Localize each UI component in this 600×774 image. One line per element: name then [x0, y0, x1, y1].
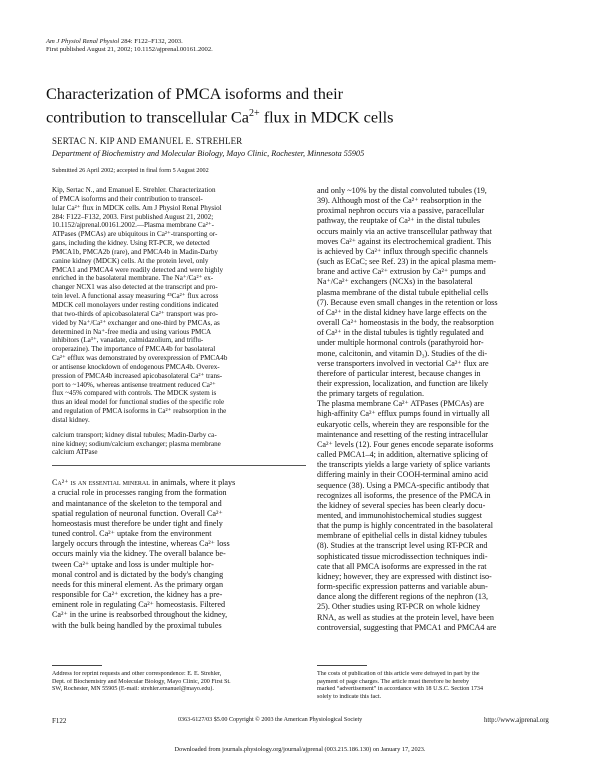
right-column-line: verse transporters involved in vectorial Ca²⁺ flux are	[317, 358, 489, 368]
abstract-line: flux ~45% compared with controls. The MDCK system is	[52, 389, 217, 398]
right-column-line: the transcripts yields a large variety of splice variants	[317, 460, 491, 470]
right-column-line: RNA, as well as studies at the protein level, have been	[317, 612, 494, 622]
right-column-line: (8). Studies at the transcript level using RT-PCR and	[317, 541, 488, 551]
abstract-line: pression of PMCA4b increased apicobasolateral Ca²⁺ trans-	[52, 371, 223, 380]
journal-citation	[46, 38, 213, 55]
keywords-line: calcium ATPase	[52, 448, 98, 457]
journal-url-link[interactable]: http://www.ajprenal.org	[484, 717, 549, 724]
footnote-line: The costs of publication of this article were defrayed in part by the	[317, 671, 480, 677]
keywords-line: calcium transport; kidney distal tubules; Madin-Darby ca-	[52, 430, 217, 439]
left-column	[52, 186, 306, 631]
intro-first-rest: in animals, where it plays	[149, 478, 236, 488]
abstract-line: inhibitors (La³⁺, vanadate, calmidazolium, and triflu-	[52, 336, 204, 345]
right-column-line: kidney; however, they are expressed with distinct iso-	[317, 571, 492, 581]
right-column-line: plasma membrane of the distal tubule epithelial cells	[317, 287, 489, 297]
right-column-line: brane and active Ca²⁺ extrusion by Ca²⁺ pumps and	[317, 267, 486, 277]
right-column-line: Na⁺/Ca²⁺ exchangers (NCXs) in the basolateral	[317, 277, 473, 287]
abstract-line: 10.1152/ajprenal.00161.2002.—Plasma membrane Ca²⁺-	[52, 221, 215, 230]
right-column-line: the primary targets of regulation.	[317, 389, 425, 399]
right-column-line: differing mainly in their COOH-terminal amino acid	[317, 470, 488, 480]
right-column	[317, 186, 571, 633]
right-column-line: membrane of epithelial cells in distal kidney tubules	[317, 531, 487, 541]
right-column-line: is achieved by Ca²⁺ influx through specific channels	[317, 246, 488, 256]
footnote-correspondence	[52, 671, 306, 694]
right-column-line: 25). Other studies using RT-PCR on whole kidney	[317, 602, 481, 612]
intro-line: with the bulk being handled by the proximal tubules	[52, 620, 222, 630]
right-column-line: that the pump is highly concentrated in the basolateral	[317, 521, 493, 531]
right-column-line: of Ca²⁺ in the distal tubules is tightly regulated and	[317, 328, 484, 338]
abstract-line: MDCK cell monolayers under resting conditions indicated	[52, 300, 219, 309]
abstract-line: oroperazine). The importance of PMCA4b for basolateral	[52, 345, 216, 354]
right-column-line: mone, calcitonin, and vitamin D₃). Studies of the di-	[317, 348, 488, 358]
introduction-left	[52, 478, 306, 630]
title-line-2-post: flux in MDCK cells	[259, 107, 394, 127]
abstract-line: enriched in the basolateral membrane. The Na⁺/Ca²⁺ ex-	[52, 274, 214, 283]
right-column-line: called PMCA1–4; in addition, alternative splicing of	[317, 450, 488, 460]
intro-line: homeostasis must therefore be under tight and finely	[52, 518, 223, 528]
footnote-line: payment of page charges. The article must therefore be hereby	[317, 678, 470, 685]
right-column-line: The plasma membrane Ca²⁺ ATPases (PMCAs) are	[317, 399, 484, 409]
abstract-line: and regulation of PMCA isoforms in Ca²⁺ reabsorption in the	[52, 407, 227, 416]
intro-line: occurs mainly via the kidney. The overall balance be-	[52, 549, 226, 559]
right-column-line: pathway, the reuptake of Ca²⁺ in the distal tubules	[317, 216, 481, 226]
right-column-line: moves Ca²⁺ against its electrochemical gradient. This	[317, 236, 492, 246]
abstract-line: changer NCX1 was also detected at the transcript and pro-	[52, 283, 218, 292]
intro-line: a crucial role in processes ranging from the formation	[52, 488, 227, 498]
right-column-line: of Ca²⁺ in the distal kidney have large effects on the	[317, 307, 487, 317]
intro-first-line	[52, 478, 306, 488]
abstract-line: thus an ideal model for functional studies of the specific role	[52, 398, 225, 407]
download-notice: Downloaded from journals.physiology.org/journal/ajprenal (003.215.186.130) on January 17, 2023.	[174, 746, 426, 753]
abstract-line: of PMCA isoforms and their contribution to transcel-	[52, 194, 203, 203]
abstract-line: canine kidney (MDCK) cells. At the protein level, only	[52, 256, 209, 265]
footnote-line: Address for reprint requests and other correspondence: E. E. Strehler,	[52, 671, 222, 677]
authors: SERTAC N. KIP AND EMANUEL E. STREHLER	[52, 136, 243, 146]
title-line-2-pre: contribution to transcellular Ca	[46, 107, 250, 127]
footnote-divider-left	[52, 665, 102, 666]
abstract	[52, 186, 306, 425]
intro-line: largely occurs through the intestine, whereas Ca²⁺ loss	[52, 539, 230, 549]
right-column-line: eukaryotic cells, wherein they are responsible for the	[317, 419, 489, 429]
abstract-line: gans, including the kidney. Using RT-PCR, we detected	[52, 239, 210, 248]
right-column-line: form-specific expression patterns and variable abun-	[317, 582, 488, 592]
abstract-line: that two-thirds of apicobasolateral Ca²⁺ transport was pro-	[52, 309, 219, 318]
citation: 284: F122–F132, 2003.	[120, 38, 183, 45]
abstract-line: distal kidney.	[52, 415, 90, 424]
right-column-line: therefore of particular interest, because changes in	[317, 368, 481, 378]
abstract-line: PMCA1 and PMCA4 were readily detected and were highly	[52, 265, 223, 274]
right-column-line: and only ~10% by the distal convoluted tubules (19,	[317, 186, 487, 195]
copyright-line: 0363-6127/03 $5.00 Copyright © 2003 the American Physiological Society	[178, 717, 363, 723]
abstract-line: 284: F122–F132, 2003. First published August 21, 2002;	[52, 212, 214, 221]
abstract-line: Ca²⁺ efflux was demonstrated by overexpression of PMCA4b	[52, 354, 228, 363]
footnote-divider-right	[317, 665, 367, 666]
keywords-line: nine kidney; sodium/calcium exchanger; plasma membrane	[52, 439, 221, 448]
intro-line: responsible for Ca²⁺ excretion, the kidney has a pre-	[52, 590, 223, 600]
right-column-line: under multiple hormonal controls (parathyroid hor-	[317, 338, 484, 348]
right-column-line: sophisticated tissue microdissection techniques indi-	[317, 551, 488, 561]
right-column-line: controversial, suggesting that PMCA1 and PMCA4 are	[317, 622, 497, 632]
right-column-line: mented, and immunohistochemical studies suggest	[317, 511, 482, 520]
right-column-line: Ca²⁺ levels (12). Four genes encode separate isoforms	[317, 439, 494, 449]
abstract-line: PMCA1b, PMCA2b (rare), and PMCA4b in Madin-Darby	[52, 247, 218, 256]
intro-line: tween Ca²⁺ uptake and loss is under multiple hor-	[52, 559, 214, 569]
abstract-line: Kip, Sertac N., and Emanuel E. Strehler. Characterization	[52, 186, 216, 194]
right-column-line: 39). Although most of the Ca²⁺ reabsorption in the	[317, 196, 482, 206]
right-column-line: sequence (38). Using a PMCA-specific antibody that	[317, 480, 490, 490]
intro-line: tuned control. Ca²⁺ uptake from the environment	[52, 529, 212, 539]
intro-line: spatial regulation of neuronal function. Overall Ca²⁺	[52, 508, 223, 518]
abstract-line: port to ~140%, whereas antisense treatment reduced Ca²⁺	[52, 380, 216, 389]
abstract-line: tein level. A functional assay measuring ⁴⁵Ca²⁺ flux across	[52, 292, 219, 301]
footnote-publication-costs	[317, 671, 571, 701]
submission-dates: Submitted 26 April 2002; accepted in final form 5 August 2002	[52, 167, 209, 174]
abstract-line: lular Ca²⁺ flux in MDCK cells. Am J Physiol Renal Physiol	[52, 203, 222, 212]
right-column-line: cate that all PMCA isoforms are expressed in the rat	[317, 561, 487, 571]
footnote-line: Dept. of Biochemistry and Molecular Biology, Mayo Clinic, 200 First St.	[52, 678, 231, 685]
right-column-line: their expression, localization, and function are likely	[317, 378, 489, 388]
right-column-line: maintenance and resetting of the resting intracellular	[317, 429, 489, 439]
abstract-line: or antisense knockdown of endogenous PMCA4b. Overex-	[52, 362, 220, 371]
right-column-line: (such as ECaC; see Ref. 23) in the apical plasma mem-	[317, 257, 496, 267]
right-column-line: dance along the different regions of the nephron (13,	[317, 592, 489, 602]
journal-name: Am J Physiol Renal Physiol	[46, 38, 120, 45]
right-column-line: occurs mainly via an active transcellular pathway that	[317, 226, 492, 236]
abstract-line: vided by Na⁺/Ca²⁺ exchanger and one-third by PMCAs, as	[52, 318, 220, 327]
abstract-line: determined in Na⁺-free media and using various PMCA	[52, 327, 212, 336]
right-column-line: the kidney of several species has been clearly docu-	[317, 500, 486, 510]
right-column-line: (7). Because even small changes in the retention or loss	[317, 297, 498, 307]
footnote-line: solely to indicate this fact.	[317, 693, 382, 700]
published-note: First published August 21, 2002; 10.1152/ajprenal.00161.2002.	[46, 46, 213, 54]
intro-line: and maintanance of the skeleton to the temporal and	[52, 498, 222, 508]
right-column-line: proximal nephron occurs via a passive, paracellular	[317, 206, 485, 216]
title-superscript: 2+	[249, 108, 260, 119]
footnote-line: marked “advertisement” in accordance with 18 U.S.C. Section 1734	[317, 686, 484, 693]
keywords-divider	[52, 465, 306, 466]
title-line-1: Characterization of PMCA isoforms and their	[46, 84, 344, 103]
intro-line: needs for this mineral element. As the primary organ	[52, 579, 224, 589]
right-column-line: recognizes all isoforms, the presence of the PMCA in	[317, 490, 491, 500]
intro-line: monal control and is dictated by the body's changing	[52, 569, 224, 579]
article-title	[46, 84, 566, 127]
abstract-line: ATPases (PMCAs) are ubiquitous in Ca²⁺-transporting or-	[52, 230, 218, 239]
keywords	[52, 431, 306, 458]
footnote-line: SW, Rochester, MN 55905 (E-mail: strehler.emanuel@mayo.edu).	[52, 686, 214, 693]
intro-line: Ca²⁺ in the urine is reabsorbed throughout the kidney,	[52, 610, 228, 620]
affiliation: Department of Biochemistry and Molecular Biology, Mayo Clinic, Rochester, Minnesota 55905	[52, 149, 365, 158]
right-column-line: overall Ca²⁺ homeostasis in the body, the reabsorption	[317, 318, 494, 328]
intro-lead: Ca²⁺ is an essential mineral	[52, 478, 150, 488]
page-number: F122	[52, 717, 67, 725]
introduction-right	[317, 186, 571, 633]
intro-line: eminent role in regulating Ca²⁺ homeostasis. Filtered	[52, 600, 226, 610]
right-column-line: high-affinity Ca²⁺ efflux pumps found in virtually all	[317, 409, 490, 419]
